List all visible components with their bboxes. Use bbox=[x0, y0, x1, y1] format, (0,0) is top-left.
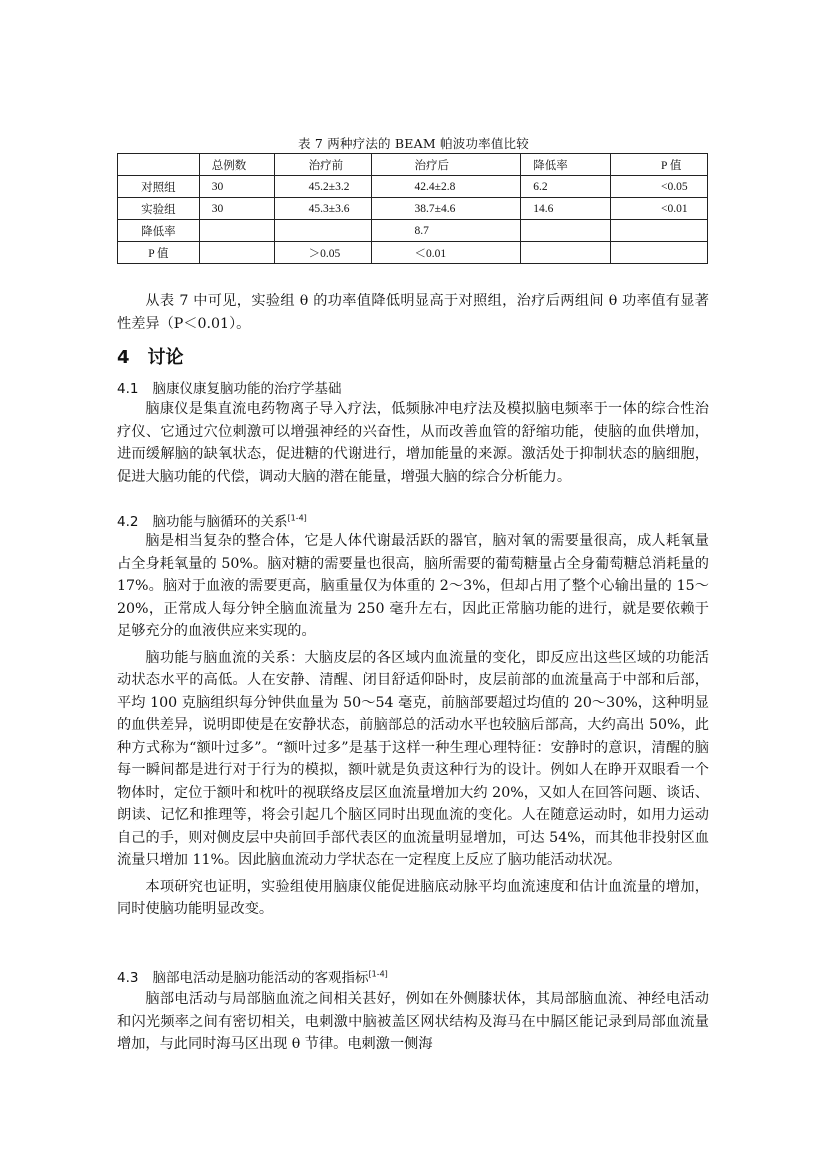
table-cell bbox=[521, 242, 611, 264]
subsection-title: 脑功能与脑循环的关系 bbox=[152, 514, 288, 530]
table-cell bbox=[274, 220, 371, 242]
table-cell bbox=[521, 220, 611, 242]
table-row bbox=[118, 198, 708, 220]
subsection-heading bbox=[117, 510, 307, 530]
header-cell: 治疗后 bbox=[371, 154, 521, 176]
table-cell: 30 bbox=[199, 176, 274, 198]
table-cell: 30 bbox=[199, 198, 274, 220]
table-caption: 表 7 两种疗法的 BEAM 帕波功率值比较 bbox=[298, 136, 529, 151]
table-cell: 14.6 bbox=[521, 198, 611, 220]
table-cell: 8.7 bbox=[371, 220, 521, 242]
table-cell: 42.4±2.8 bbox=[371, 176, 521, 198]
table-cell: ＞0.05 bbox=[274, 242, 371, 264]
table-cell bbox=[611, 242, 708, 264]
table-cell bbox=[199, 242, 274, 264]
table-cell: <0.05 bbox=[611, 176, 708, 198]
table-cell: 45.3±3.6 bbox=[274, 198, 371, 220]
table-row bbox=[118, 176, 708, 198]
subsection-number: 4.3 bbox=[117, 970, 139, 986]
comparison-table bbox=[117, 153, 708, 264]
section-number: 4 bbox=[117, 347, 130, 368]
section-title: 讨论 bbox=[147, 347, 184, 368]
table-cell: 降低率 bbox=[118, 220, 200, 242]
table-cell: 实验组 bbox=[118, 198, 200, 220]
section-heading bbox=[117, 343, 184, 369]
paragraph: 从表 7 中可见，实验组 θ 的功率值降低明显高于对照组，治疗后两组间 θ 功率值有显著性差异（P＜0.01）。 bbox=[117, 293, 709, 332]
table-cell: ＜0.01 bbox=[371, 242, 521, 264]
table-header-row bbox=[118, 154, 708, 176]
subsection-body bbox=[117, 398, 709, 488]
paragraph: 脑康仪是集直流电药物离子导入疗法，低频脉冲电疗法及模拟脑电频率于一体的综合性治疗仪、它通过穴位刺激可以增强神经的兴奋性，从而改善血管的舒缩功能，使脑的血供增加，进而缓解脑的缺氧状态，促进糖的代谢进行，增加能量的来源。激活处于抑制状态的脑细胞，促进大脑功能的代偿，调动大脑的潜在能量，增强大脑的综合分析能力。 bbox=[117, 401, 709, 485]
citation: [1-4] bbox=[368, 969, 388, 979]
subsection-number: 4.2 bbox=[117, 514, 139, 530]
table-note bbox=[117, 290, 709, 335]
header-cell: P 值 bbox=[611, 154, 708, 176]
table-cell: 38.7±4.6 bbox=[371, 198, 521, 220]
table-cell bbox=[611, 220, 708, 242]
table-cell: 45.2±3.2 bbox=[274, 176, 371, 198]
subsection-heading bbox=[117, 966, 388, 986]
table-cell: 6.2 bbox=[521, 176, 611, 198]
table-cell: P 值 bbox=[118, 242, 200, 264]
table-row bbox=[118, 220, 708, 242]
table-cell bbox=[199, 220, 274, 242]
header-cell: 治疗前 bbox=[274, 154, 371, 176]
header-cell bbox=[118, 154, 200, 176]
subsection-heading bbox=[117, 377, 341, 397]
paragraph: 脑是相当复杂的整合体，它是人体代谢最活跃的器官，脑对氧的需要量很高，成人耗氧量占全身耗氧量的 50%。脑对糖的需要量也很高，脑所需要的葡萄糖量占全身葡萄糖总消耗量的 17%。脑对于血液的需要更高，脑重量仅为体重的 2～3%，但却占用了整个心输出量的 15～20%，正常成人每分钟全脑血流量为 250 毫升左右，因此正常脑功能的进行，就是要依赖于足够充分的血液供应来实现的。 bbox=[117, 533, 709, 639]
table-cell: 对照组 bbox=[118, 176, 200, 198]
citation: [1-4] bbox=[287, 513, 307, 523]
subsection-body bbox=[117, 988, 709, 1056]
table-cell: <0.01 bbox=[611, 198, 708, 220]
header-cell: 总例数 bbox=[199, 154, 274, 176]
table-row bbox=[118, 242, 708, 264]
subsection-title: 脑部电活动是脑功能活动的客观指标 bbox=[152, 970, 369, 986]
subsection-title: 脑康仪康复脑功能的治疗学基础 bbox=[152, 381, 342, 397]
paragraph: 脑功能与脑血流的关系：大脑皮层的各区域内血流量的变化，即反应出这些区域的功能活动状态水平的高低。人在安静、清醒、闭目舒适仰卧时，皮层前部的血流量高于中部和后部，平均 100 克脑组织每分钟供血量为 50～54 毫克，前脑部要超过均值的 20～30%，这种明显的血供差异，说明即使是在安静状态，前脑部总的活动水平也较脑后部高，大约高出 50%，此种方式称为“额叶过多”。“额叶过多”是基于这样一种生理心理特征：安静时的意识，清醒的脑每一瞬间都是进行对于行为的模拟，额叶就是负责这种行为的设计。例如人在睁开双眼看一个物体时，定位于额叶和枕叶的视联络皮层区血流量增加大约 20%，又如人在回答问题、谈话、朗读、记忆和推理等，将会引起几个脑区同时出现血流的变化。人在随意运动时，如用力运动自己的手，则对侧皮层中央前回手部代表区的血流量明显增加，可达 54%，而其他非投射区血流量只增加 11%。因此脑血流动力学状态在一定程度上反应了脑功能活动状况。 bbox=[117, 649, 709, 868]
header-cell: 降低率 bbox=[521, 154, 611, 176]
paragraph: 本项研究也证明，实验组使用脑康仪能促进脑底动脉平均血流速度和估计血流量的增加，同时使脑功能明显改变。 bbox=[117, 878, 709, 917]
subsection-body bbox=[117, 530, 709, 921]
paragraph: 脑部电活动与局部脑血流之间相关甚好，例如在外侧膝状体，其局部脑血流、神经电活动和闪光频率之间有密切相关，电刺激中脑被盖区网状结构及海马在中膈区能记录到局部血流量增加，与此同时海马区出现 θ 节律。电刺激一侧海 bbox=[117, 991, 709, 1052]
subsection-number: 4.1 bbox=[117, 381, 139, 397]
